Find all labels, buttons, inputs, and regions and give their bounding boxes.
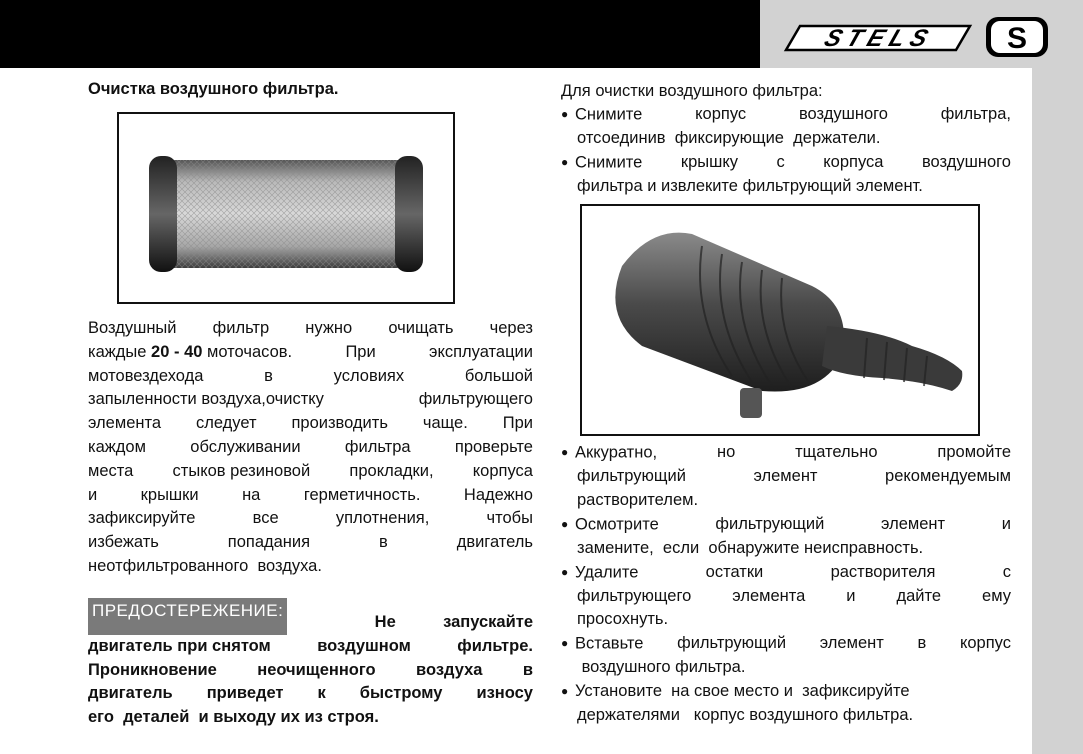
para-line-2: каждые 20 - 40 моточасов. При эксплуатации bbox=[88, 341, 533, 365]
stels-badge-icon bbox=[986, 17, 1048, 57]
warning-badge: ПРЕДОСТЕРЕЖЕНИЕ: bbox=[88, 598, 287, 635]
bullet-icon: ● bbox=[561, 445, 569, 459]
bullet-icon: ● bbox=[561, 684, 569, 699]
list-item: ● Осмотрите фильтрующий элемент и замените, если обнаружите неисправность. bbox=[561, 514, 1011, 557]
steps-list-top bbox=[561, 103, 1011, 199]
para-line-4: запыленности воздуха,очистку фильтрующего bbox=[88, 390, 533, 409]
logo-text: STELS bbox=[820, 25, 938, 52]
warning-line-2: двигатель при снятом воздушном фильтре. bbox=[88, 636, 533, 655]
air-filter-photo bbox=[117, 112, 455, 304]
list-item: ● Аккуратно, но тщательно промойте фильтрующий элемент рекомендуемым растворителем. bbox=[561, 443, 1011, 509]
para-line-7: места стыков резиновой прокладки, корпуса bbox=[88, 461, 533, 480]
list-item: ● Установите на свое место и зафиксируйте держателями корпус воздушного фильтра. bbox=[561, 682, 914, 724]
list-item: ● Вставьте фильтрующий элемент в корпус воздушного фильтра. bbox=[561, 634, 1011, 677]
warning-line-5: его деталей и выходу их из строя. bbox=[88, 708, 379, 727]
para-line-9: зафиксируйте все уплотнения, чтобы bbox=[88, 509, 533, 528]
list-item: ● Снимите крышку с корпуса воздушного фильтра и извлеките фильтрующий элемент. bbox=[561, 152, 1011, 195]
stels-wordmark bbox=[786, 26, 970, 52]
para-line-5: элемента следует производить чаще. При bbox=[88, 414, 533, 433]
badge-letter: S bbox=[1006, 22, 1028, 55]
para-line-6: каждом обслуживании фильтра проверьте bbox=[88, 437, 533, 456]
bullet-icon: ● bbox=[561, 516, 569, 531]
air-filter-housing-photo bbox=[580, 204, 980, 436]
warning-block bbox=[88, 596, 533, 730]
air-filter-housing-icon bbox=[582, 206, 978, 434]
bullet-icon: ● bbox=[561, 564, 569, 579]
header-bar bbox=[0, 0, 760, 68]
para-line-1: Воздушный фильтр нужно очищать через bbox=[88, 319, 533, 337]
bullet-icon: ● bbox=[561, 154, 569, 169]
warning-line-1: ПРЕДОСТЕРЕЖЕНИЕ: Не запускайте bbox=[88, 596, 533, 635]
side-strip bbox=[1032, 68, 1083, 754]
para-line-8: и крышки на герметичность. Надежно bbox=[88, 485, 533, 504]
bullet-icon: ● bbox=[561, 636, 569, 651]
para-line-11: неотфильтрованного воздуха. bbox=[88, 556, 322, 575]
maintenance-paragraph bbox=[88, 317, 533, 579]
steps-list-bottom bbox=[561, 441, 1011, 728]
air-filter-element-icon bbox=[119, 114, 453, 302]
list-item: ● Снимите корпус воздушного фильтра, отсоединив фиксирующие держатели. bbox=[561, 105, 1011, 148]
bullet-icon: ● bbox=[561, 107, 569, 121]
instructions-intro: Для очистки воздушного фильтра: bbox=[561, 82, 823, 100]
list-item: ● Удалите остатки растворителя с фильтрующего элемента и дайте ему просохнуть. bbox=[561, 562, 1011, 629]
section-title: Очистка воздушного фильтра. bbox=[88, 80, 339, 98]
stels-logo bbox=[780, 14, 1060, 60]
interval-text: каждые 20 - 40 моточасов. bbox=[88, 342, 293, 361]
warning-line-3: Проникновение неочищенного воздуха в bbox=[88, 660, 533, 679]
para-line-3: мотовездехода в условиях большой bbox=[88, 366, 533, 385]
warning-line-4: двигатель приведет к быстрому износу bbox=[88, 684, 533, 703]
para-line-10: избежать попадания в двигатель bbox=[88, 533, 533, 552]
